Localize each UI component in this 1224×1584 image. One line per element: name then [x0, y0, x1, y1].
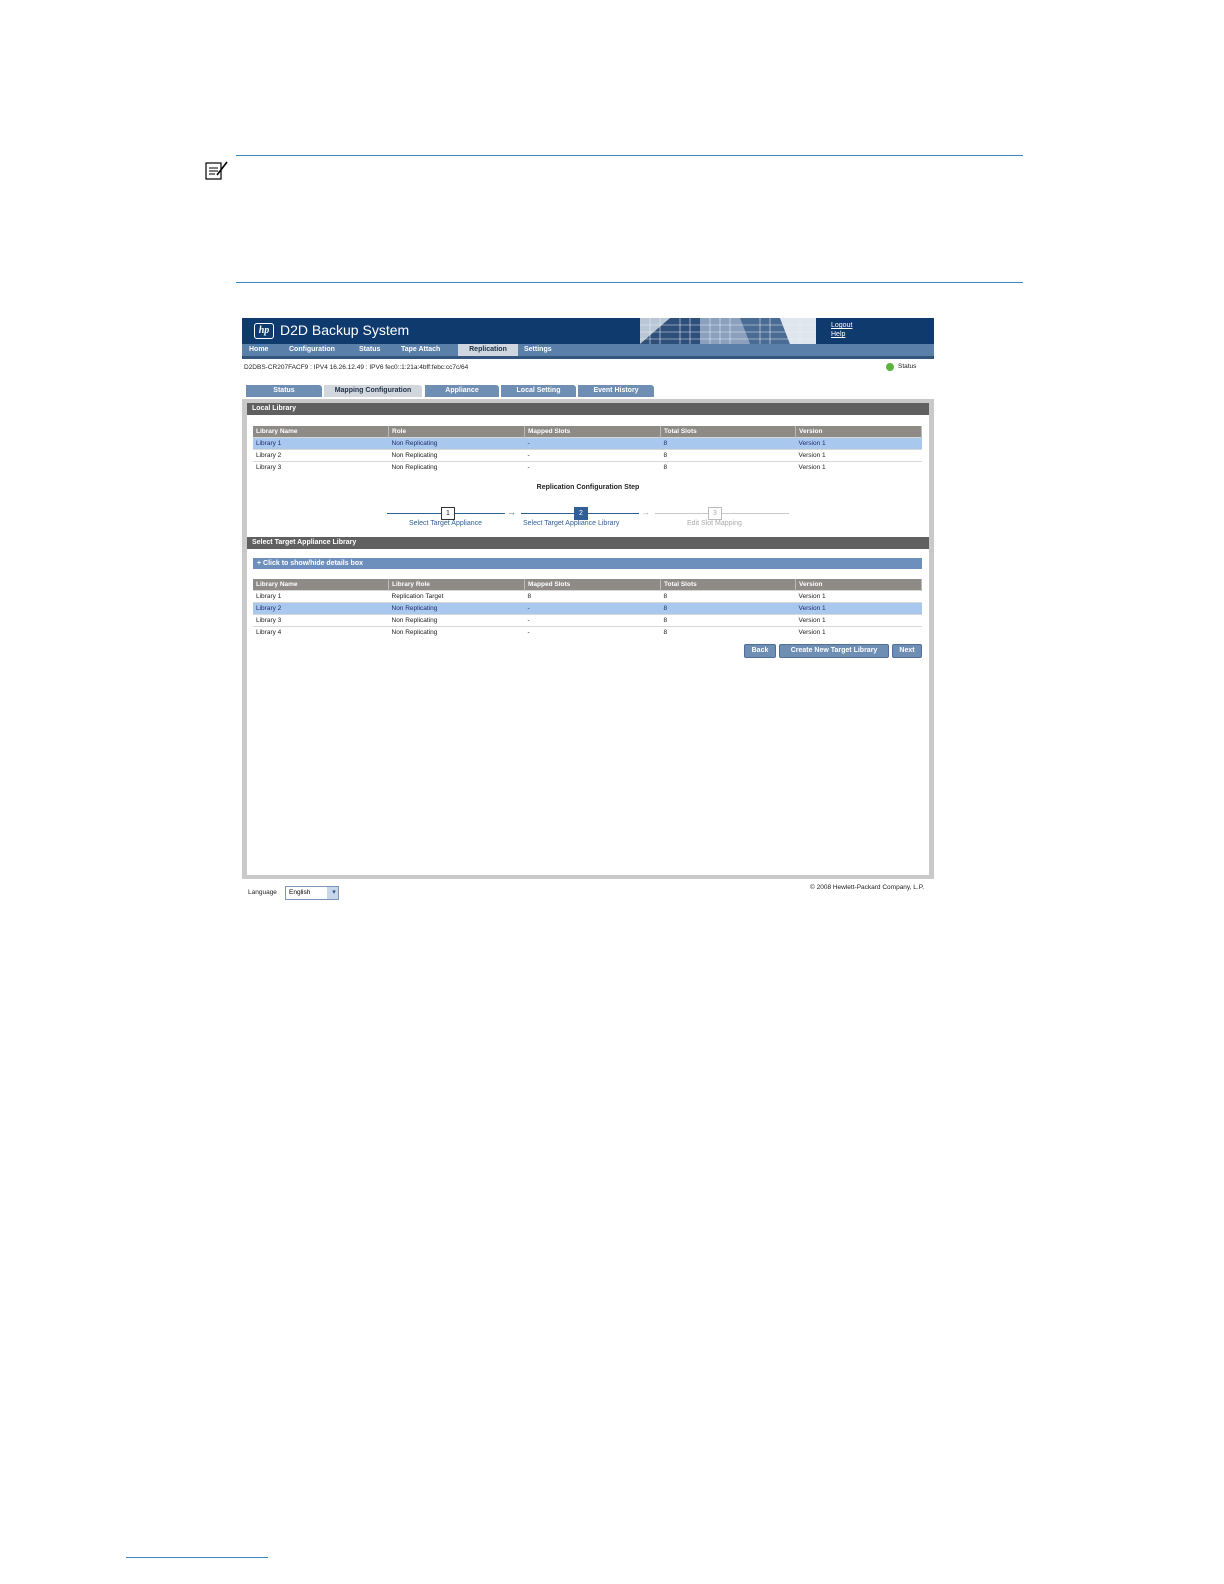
hp-logo: hp: [254, 323, 274, 339]
help-link[interactable]: Help: [831, 331, 846, 338]
cell-library-name: Library 4: [253, 627, 389, 639]
target-library-table: [253, 579, 922, 638]
app-banner: [242, 318, 934, 344]
tab-local-setting[interactable]: Local Setting: [501, 385, 576, 397]
step-3-line: [655, 513, 789, 514]
cell-total-slots: 8: [661, 462, 796, 474]
cell-role: Non Replicating: [389, 438, 525, 450]
cell-version: Version 1: [796, 438, 922, 450]
create-new-target-library-button[interactable]: Create New Target Library: [779, 644, 889, 658]
next-button[interactable]: Next: [892, 644, 922, 658]
language-value: English: [289, 889, 311, 896]
nav-home[interactable]: Home: [249, 346, 269, 353]
col-library-role[interactable]: Library Role: [389, 579, 525, 591]
cell-mapped-slots: -: [525, 615, 661, 627]
step-1-box: 1: [441, 507, 455, 520]
cell-role: Non Replicating: [389, 450, 525, 462]
step-1-label: Select Target Appliance: [409, 520, 483, 527]
step-3-box: 3: [708, 507, 722, 520]
app-title: D2D Backup System: [280, 322, 410, 338]
cell-library-role: Non Replicating: [389, 615, 525, 627]
table-row[interactable]: [253, 627, 922, 639]
nav-settings[interactable]: Settings: [524, 346, 552, 353]
content-area: [247, 403, 929, 875]
cell-mapped-slots: -: [525, 450, 661, 462]
back-button[interactable]: Back: [744, 644, 776, 658]
cell-total-slots: 8: [661, 591, 796, 603]
cell-version: Version 1: [796, 615, 922, 627]
copyright: © 2008 Hewlett-Packard Company, L.P.: [810, 884, 925, 891]
cell-mapped-slots: -: [525, 627, 661, 639]
host-info: D2DBS-CR207FACF9 : IPV4 16.26.12.49 : IPV6 fec0::1:21a:4bff:febc:cc7c/64: [244, 364, 469, 371]
cell-library-name: Library 3: [253, 615, 389, 627]
cell-library-role: Non Replicating: [389, 627, 525, 639]
cell-role: Non Replicating: [389, 462, 525, 474]
step-2-box: 2: [574, 507, 588, 520]
cell-version: Version 1: [796, 591, 922, 603]
table-row[interactable]: [253, 591, 922, 603]
local-library-header: Local Library: [247, 403, 929, 415]
status-indicator[interactable]: [898, 363, 916, 370]
details-toggle[interactable]: + Click to show/hide details box: [253, 558, 922, 569]
cell-version: Version 1: [796, 603, 922, 615]
col-version[interactable]: Version: [796, 579, 922, 591]
wizard-title: Replication Configuration Step: [536, 484, 640, 491]
content-panel: [242, 399, 934, 879]
cell-total-slots: 8: [661, 627, 796, 639]
step-3-label: Edit Slot Mapping: [687, 520, 742, 527]
cell-library-role: Replication Target: [389, 591, 525, 603]
cell-total-slots: 8: [661, 615, 796, 627]
nav-tape-attach[interactable]: Tape Attach: [401, 346, 441, 353]
col-library-name[interactable]: Library Name: [253, 426, 389, 438]
tab-status[interactable]: Status: [246, 385, 322, 397]
main-nav: [242, 344, 934, 356]
cell-library-name: Library 1: [253, 591, 389, 603]
col-library-name[interactable]: Library Name: [253, 579, 389, 591]
note-icon: [205, 160, 229, 180]
cell-library-name: Library 2: [253, 450, 389, 462]
tab-event-history[interactable]: Event History: [578, 385, 654, 397]
nav-configuration[interactable]: Configuration: [289, 346, 335, 353]
note-top-rule: [236, 155, 1023, 156]
chevron-down-icon[interactable]: ▾: [327, 887, 338, 899]
logout-link[interactable]: Logout: [831, 322, 853, 329]
col-mapped-slots[interactable]: Mapped Slots: [525, 426, 661, 438]
table-row[interactable]: [253, 615, 922, 627]
table-row[interactable]: [253, 462, 922, 474]
col-total-slots[interactable]: Total Slots: [661, 579, 796, 591]
cell-version: Version 1: [796, 462, 922, 474]
cell-total-slots: 8: [661, 603, 796, 615]
nav-replication[interactable]: Replication: [458, 344, 518, 356]
cell-mapped-slots: -: [525, 462, 661, 474]
cell-library-name: Library 1: [253, 438, 389, 450]
col-role[interactable]: Role: [389, 426, 525, 438]
banner-image: [640, 318, 816, 344]
cell-mapped-slots: 8: [525, 591, 661, 603]
tab-appliance[interactable]: Appliance: [425, 385, 499, 397]
cell-library-role: Non Replicating: [389, 603, 525, 615]
cell-total-slots: 8: [661, 450, 796, 462]
col-mapped-slots[interactable]: Mapped Slots: [525, 579, 661, 591]
table-row[interactable]: [253, 603, 922, 615]
cell-library-name: Library 3: [253, 462, 389, 474]
language-label: Language: [248, 889, 277, 896]
header-links: [818, 318, 934, 344]
status-label: Status: [898, 363, 917, 370]
nav-underline: [242, 356, 934, 359]
col-version[interactable]: Version: [796, 426, 922, 438]
local-library-table: [253, 426, 922, 473]
target-library-header: Select Target Appliance Library: [247, 537, 929, 549]
cell-version: Version 1: [796, 627, 922, 639]
cell-total-slots: 8: [661, 438, 796, 450]
app-window: [242, 318, 934, 902]
nav-status[interactable]: Status: [359, 346, 381, 353]
cell-mapped-slots: -: [525, 438, 661, 450]
step-2-label: Select Target Appliance Library: [523, 520, 620, 527]
footnote-rule: [126, 1557, 268, 1558]
step-arrow-icon: →: [507, 507, 516, 517]
table-row[interactable]: [253, 450, 922, 462]
cell-mapped-slots: -: [525, 603, 661, 615]
cell-version: Version 1: [796, 450, 922, 462]
language-select[interactable]: [285, 886, 339, 900]
note-bottom-rule: [236, 282, 1023, 283]
col-total-slots[interactable]: Total Slots: [661, 426, 796, 438]
step-arrow-icon: →: [641, 507, 650, 517]
tab-mapping-configuration[interactable]: Mapping Configuration: [324, 385, 422, 397]
table-row[interactable]: [253, 438, 922, 450]
status-ok-icon: [886, 363, 894, 371]
cell-library-name: Library 2: [253, 603, 389, 615]
